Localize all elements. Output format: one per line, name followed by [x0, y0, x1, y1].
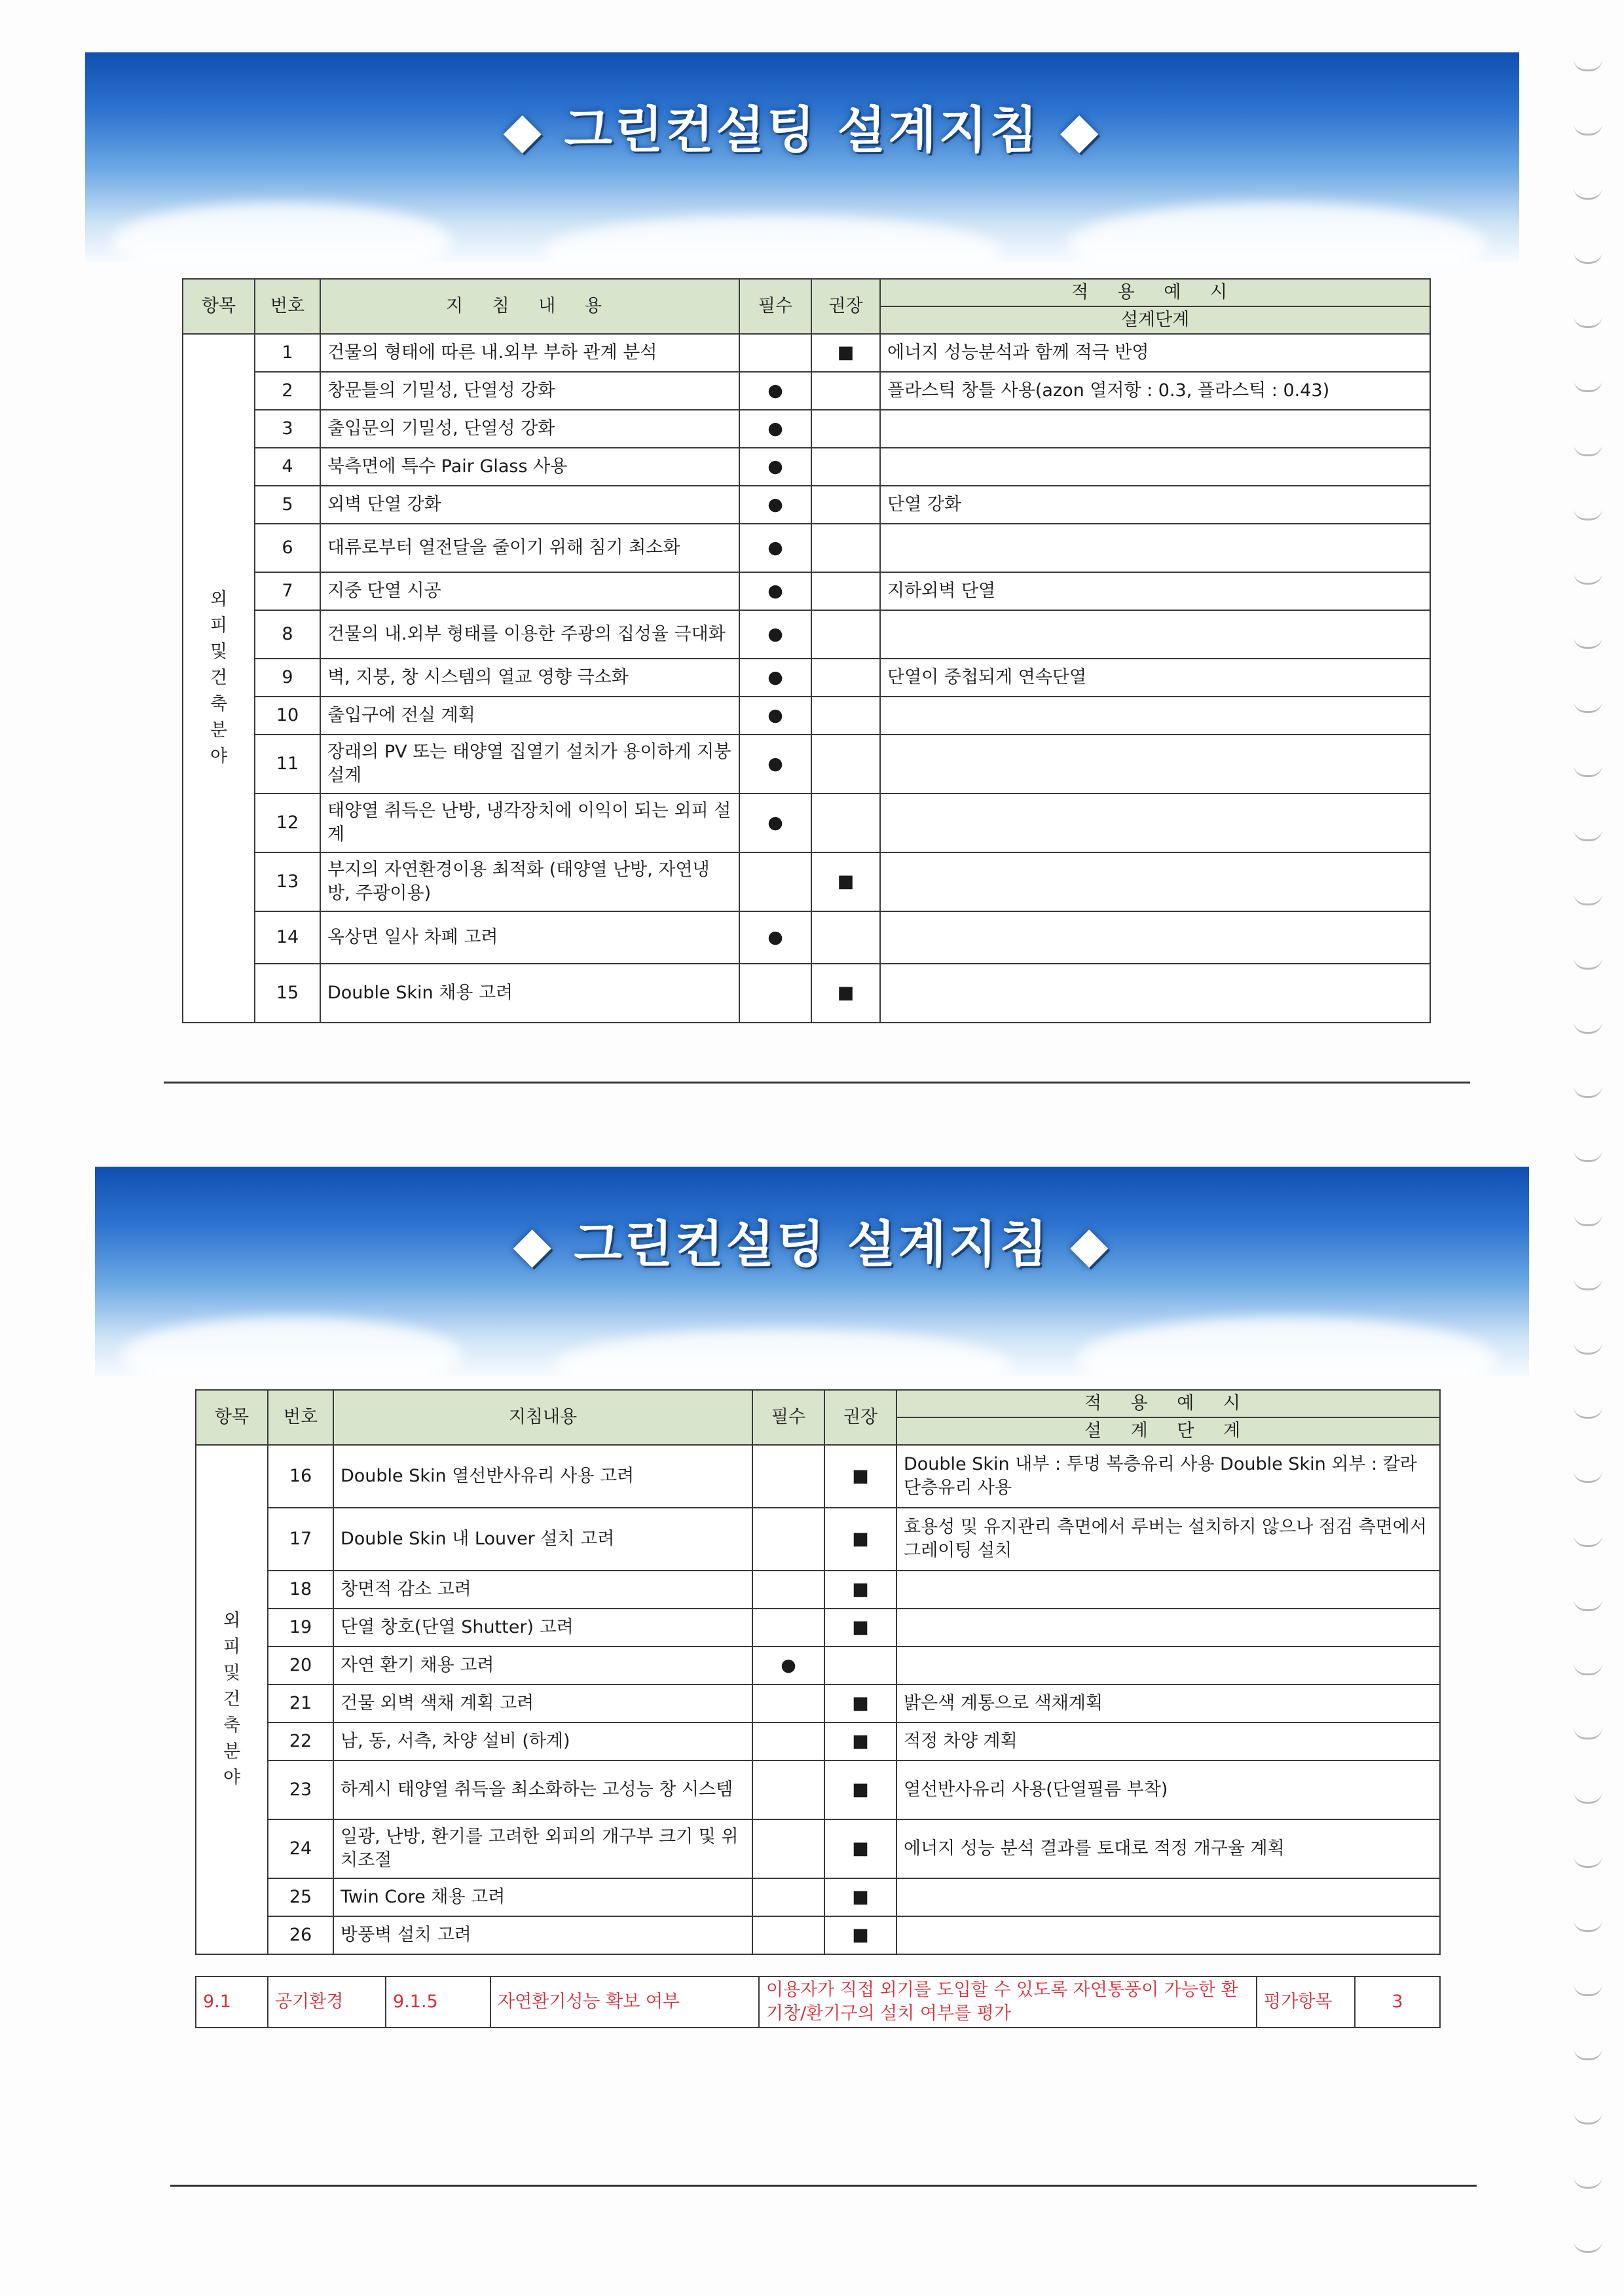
row-number: 19 — [268, 1609, 333, 1647]
guideline-text: Double Skin 내 Louver 설치 고려 — [333, 1508, 752, 1571]
binding-ring — [1574, 444, 1602, 456]
binding-ring — [1574, 1021, 1602, 1034]
header-number: 번호 — [268, 1390, 333, 1445]
required-mark — [739, 334, 811, 372]
row-number: 8 — [255, 610, 320, 659]
recommended-mark: ■ — [824, 1571, 896, 1609]
binding-ring — [1574, 1535, 1602, 1547]
eval-score: 3 — [1355, 1977, 1440, 2028]
table-row — [183, 334, 1430, 372]
row-number: 7 — [255, 572, 320, 610]
required-mark: ● — [739, 410, 811, 448]
row-number: 23 — [268, 1760, 333, 1819]
required-mark — [752, 1760, 824, 1819]
binding-ring — [1574, 1599, 1602, 1611]
guideline-table-2 — [195, 1389, 1441, 1955]
header-item: 항목 — [183, 279, 255, 334]
recommended-mark — [811, 486, 880, 524]
banner-title: ◆ 그린컨설팅 설계지침 ◆ — [503, 101, 1101, 159]
binding-ring — [1574, 1855, 1602, 1868]
table-row — [196, 1445, 1440, 1508]
table-row — [183, 852, 1430, 911]
header-example: 적 용 예 시 — [880, 279, 1430, 306]
guideline-text: Double Skin 열선반사유리 사용 고려 — [333, 1445, 752, 1508]
guideline-text: 일광, 난방, 환기를 고려한 외피의 개구부 크기 및 위치조절 — [333, 1819, 752, 1878]
binding-ring — [1574, 380, 1602, 392]
guideline-text: Twin Core 채용 고려 — [333, 1878, 752, 1916]
header-number: 번호 — [255, 279, 320, 334]
header-stage: 설계단계 — [880, 306, 1430, 334]
row-number: 13 — [255, 852, 320, 911]
binding-ring — [1574, 2240, 1602, 2253]
binding-ring — [1574, 1150, 1602, 1162]
row-number: 14 — [255, 911, 320, 964]
eval-type: 평가항목 — [1257, 1977, 1355, 2028]
table-row — [196, 1722, 1440, 1760]
guideline-text: 창면적 감소 고려 — [333, 1571, 752, 1609]
guideline-text: 옥상면 일사 차폐 고려 — [320, 911, 739, 964]
guideline-text: 지중 단열 시공 — [320, 572, 739, 610]
recommended-mark: ■ — [811, 334, 880, 372]
binding-ring — [1574, 59, 1602, 71]
row-number: 20 — [268, 1647, 333, 1685]
example-text: 열선반사유리 사용(단열필름 부착) — [896, 1760, 1440, 1819]
guideline-text: 벽, 지붕, 창 시스템의 열교 영향 극소화 — [320, 659, 739, 697]
binding-ring — [1574, 893, 1602, 905]
example-text — [880, 448, 1430, 486]
table-row — [196, 1878, 1440, 1916]
category-label: 외피및건축분야 — [210, 589, 228, 767]
example-text — [880, 697, 1430, 735]
binding-ring — [1574, 1470, 1602, 1483]
guideline-text: Double Skin 채용 고려 — [320, 964, 739, 1023]
example-text: 단열 강화 — [880, 486, 1430, 524]
table-row — [196, 1508, 1440, 1571]
required-mark — [752, 1609, 824, 1647]
binding-ring — [1574, 1791, 1602, 1804]
binding-ring — [1574, 508, 1602, 520]
binding-ring — [1574, 765, 1602, 777]
required-mark — [752, 1685, 824, 1722]
binding-ring — [1574, 123, 1602, 136]
table-row — [183, 659, 1430, 697]
table-row — [196, 1685, 1440, 1722]
example-text — [880, 735, 1430, 793]
example-text — [896, 1609, 1440, 1647]
row-number: 17 — [268, 1508, 333, 1571]
header-recommended: 권장 — [811, 279, 880, 334]
binding-ring — [1574, 2048, 1602, 2060]
example-text: Double Skin 내부 : 투명 복층유리 사용 Double Skin 외부 : 칼라 단층유리 사용 — [896, 1445, 1440, 1508]
table-row — [183, 793, 1430, 852]
table-row — [183, 486, 1430, 524]
row-number: 12 — [255, 793, 320, 852]
row-number: 5 — [255, 486, 320, 524]
category-cell — [183, 334, 255, 1023]
table-row — [183, 610, 1430, 659]
divider-line — [170, 2185, 1477, 2187]
binding-ring — [1574, 957, 1602, 970]
guideline-table-1 — [182, 278, 1431, 1023]
row-number: 6 — [255, 524, 320, 572]
row-number: 21 — [268, 1685, 333, 1722]
row-number: 22 — [268, 1722, 333, 1760]
example-text — [880, 610, 1430, 659]
header-banner-top — [85, 52, 1519, 262]
guideline-text: 외벽 단열 강화 — [320, 486, 739, 524]
header-content: 지침내용 — [333, 1390, 752, 1445]
recommended-mark: ■ — [811, 964, 880, 1023]
table-row — [196, 1760, 1440, 1819]
example-text — [880, 911, 1430, 964]
guideline-text: 남, 동, 서측, 차양 설비 (하계) — [333, 1722, 752, 1760]
table-row — [183, 372, 1430, 410]
evaluation-row — [195, 1976, 1441, 2028]
recommended-mark: ■ — [824, 1609, 896, 1647]
required-mark: ● — [739, 697, 811, 735]
example-text — [880, 524, 1430, 572]
table-row — [183, 572, 1430, 610]
row-number: 16 — [268, 1445, 333, 1508]
required-mark: ● — [739, 572, 811, 610]
row-number: 25 — [268, 1878, 333, 1916]
guideline-text: 하계시 태양열 취득을 최소화하는 고성능 창 시스템 — [333, 1760, 752, 1819]
guideline-text: 방풍벽 설치 고려 — [333, 1916, 752, 1954]
header-required: 필수 — [739, 279, 811, 334]
guideline-text: 부지의 자연환경이용 최적화 (태양열 난방, 자연냉방, 주광이용) — [320, 852, 739, 911]
recommended-mark: ■ — [824, 1878, 896, 1916]
guideline-text: 태양열 취득은 난방, 냉각장치에 이익이 되는 외피 설계 — [320, 793, 739, 852]
row-number: 10 — [255, 697, 320, 735]
required-mark: ● — [739, 659, 811, 697]
binding-ring — [1574, 1085, 1602, 1098]
binding-ring — [1574, 1727, 1602, 1740]
table-row — [183, 410, 1430, 448]
binding-ring — [1574, 2176, 1602, 2189]
recommended-mark — [811, 448, 880, 486]
table-row — [196, 1916, 1440, 1954]
guideline-text: 장래의 PV 또는 태양열 집열기 설치가 용이하게 지붕설계 — [320, 735, 739, 793]
table-row — [196, 1647, 1440, 1685]
binding-ring — [1574, 1342, 1602, 1355]
required-mark: ● — [739, 524, 811, 572]
spiral-binding — [1562, 0, 1624, 2296]
example-text — [896, 1878, 1440, 1916]
example-text — [896, 1916, 1440, 1954]
recommended-mark — [824, 1647, 896, 1685]
header-stage: 설 계 단 계 — [896, 1417, 1440, 1445]
recommended-mark: ■ — [824, 1508, 896, 1571]
recommended-mark: ■ — [824, 1819, 896, 1878]
binding-ring — [1574, 1406, 1602, 1419]
recommended-mark — [811, 410, 880, 448]
required-mark — [739, 852, 811, 911]
example-text — [880, 410, 1430, 448]
recommended-mark — [811, 524, 880, 572]
category-label: 외피및건축분야 — [223, 1611, 241, 1788]
table-row — [183, 735, 1430, 793]
required-mark: ● — [752, 1647, 824, 1685]
required-mark: ● — [739, 372, 811, 410]
row-number: 26 — [268, 1916, 333, 1954]
required-mark — [739, 964, 811, 1023]
recommended-mark: ■ — [824, 1685, 896, 1722]
example-text — [896, 1571, 1440, 1609]
example-text: 밝은색 계통으로 색채계획 — [896, 1685, 1440, 1722]
header-banner-bottom — [95, 1167, 1529, 1376]
row-number: 3 — [255, 410, 320, 448]
example-text — [880, 793, 1430, 852]
example-text: 에너지 성능분석과 함께 적극 반영 — [880, 334, 1430, 372]
recommended-mark — [811, 372, 880, 410]
table-row — [183, 448, 1430, 486]
header-item: 항목 — [196, 1390, 268, 1445]
example-text: 단열이 중첩되게 연속단열 — [880, 659, 1430, 697]
required-mark: ● — [739, 486, 811, 524]
table-row — [183, 911, 1430, 964]
binding-ring — [1574, 251, 1602, 264]
binding-ring — [1574, 1663, 1602, 1675]
table-row — [196, 1571, 1440, 1609]
example-text — [880, 964, 1430, 1023]
guideline-text: 건물의 내.외부 형태를 이용한 주광의 집성율 극대화 — [320, 610, 739, 659]
guideline-text: 대류로부터 열전달을 줄이기 위해 침기 최소화 — [320, 524, 739, 572]
required-mark: ● — [739, 610, 811, 659]
row-number: 1 — [255, 334, 320, 372]
row-number: 9 — [255, 659, 320, 697]
binding-ring — [1574, 636, 1602, 649]
required-mark: ● — [739, 911, 811, 964]
guideline-text: 출입문의 기밀성, 단열성 강화 — [320, 410, 739, 448]
binding-ring — [1574, 1984, 1602, 1996]
required-mark — [752, 1722, 824, 1760]
recommended-mark: ■ — [824, 1916, 896, 1954]
binding-ring — [1574, 701, 1602, 713]
table-row — [183, 697, 1430, 735]
table-row — [196, 1609, 1440, 1647]
binding-ring — [1574, 1278, 1602, 1290]
required-mark — [752, 1508, 824, 1571]
banner-title: ◆ 그린컨설팅 설계지침 ◆ — [513, 1215, 1111, 1273]
header-example: 적 용 예 시 — [896, 1390, 1440, 1417]
row-number: 2 — [255, 372, 320, 410]
required-mark — [752, 1819, 824, 1878]
eval-category: 공기환경 — [268, 1977, 386, 2028]
eval-code: 9.1 — [196, 1977, 268, 2028]
binding-ring — [1574, 1214, 1602, 1226]
binding-ring — [1574, 1920, 1602, 1932]
binding-ring — [1574, 829, 1602, 841]
header-content: 지 침 내 용 — [320, 279, 739, 334]
eval-subcode: 9.1.5 — [386, 1977, 490, 2028]
guideline-text: 단열 창호(단열 Shutter) 고려 — [333, 1609, 752, 1647]
row-number: 15 — [255, 964, 320, 1023]
row-number: 24 — [268, 1819, 333, 1878]
recommended-mark: ■ — [824, 1722, 896, 1760]
recommended-mark — [811, 610, 880, 659]
recommended-mark — [811, 697, 880, 735]
required-mark — [752, 1445, 824, 1508]
binding-ring — [1574, 2112, 1602, 2124]
divider-line — [164, 1082, 1470, 1084]
example-text: 에너지 성능 분석 결과를 토대로 적정 개구율 계획 — [896, 1819, 1440, 1878]
guideline-text: 출입구에 전실 계획 — [320, 697, 739, 735]
recommended-mark: ■ — [824, 1760, 896, 1819]
row-number: 18 — [268, 1571, 333, 1609]
required-mark: ● — [739, 448, 811, 486]
example-text: 적정 차양 계획 — [896, 1722, 1440, 1760]
required-mark — [752, 1878, 824, 1916]
table-row — [183, 524, 1430, 572]
recommended-mark — [811, 793, 880, 852]
example-text — [880, 852, 1430, 911]
guideline-text: 건물의 형태에 따른 내.외부 부하 관계 분석 — [320, 334, 739, 372]
recommended-mark — [811, 735, 880, 793]
required-mark: ● — [739, 735, 811, 793]
eval-description: 이용자가 직접 외기를 도입할 수 있도록 자연통풍이 가능한 환기창/환기구의 설치 여부를 평가 — [759, 1977, 1257, 2028]
header-required: 필수 — [752, 1390, 824, 1445]
recommended-mark — [811, 659, 880, 697]
header-recommended: 권장 — [824, 1390, 896, 1445]
guideline-text: 북측면에 특수 Pair Glass 사용 — [320, 448, 739, 486]
example-text: 플라스틱 창틀 사용(azon 열저항 : 0.3, 플라스틱 : 0.43) — [880, 372, 1430, 410]
binding-ring — [1574, 572, 1602, 585]
row-number: 4 — [255, 448, 320, 486]
example-text — [896, 1647, 1440, 1685]
category-cell — [196, 1445, 268, 1954]
row-number: 11 — [255, 735, 320, 793]
eval-title: 자연환기성능 확보 여부 — [490, 1977, 759, 2028]
guideline-text: 자연 환기 채용 고려 — [333, 1647, 752, 1685]
recommended-mark: ■ — [824, 1445, 896, 1508]
binding-ring — [1574, 187, 1602, 200]
example-text: 지하외벽 단열 — [880, 572, 1430, 610]
guideline-text: 창문틀의 기밀성, 단열성 강화 — [320, 372, 739, 410]
guideline-text: 건물 외벽 색채 계획 고려 — [333, 1685, 752, 1722]
example-text: 효용성 및 유지관리 측면에서 루버는 설치하지 않으나 점검 측면에서 그레이팅 설치 — [896, 1508, 1440, 1571]
required-mark — [752, 1571, 824, 1609]
required-mark: ● — [739, 793, 811, 852]
table-row — [183, 964, 1430, 1023]
recommended-mark — [811, 911, 880, 964]
required-mark — [752, 1916, 824, 1954]
binding-ring — [1574, 316, 1602, 328]
table-row — [196, 1819, 1440, 1878]
recommended-mark — [811, 572, 880, 610]
recommended-mark: ■ — [811, 852, 880, 911]
